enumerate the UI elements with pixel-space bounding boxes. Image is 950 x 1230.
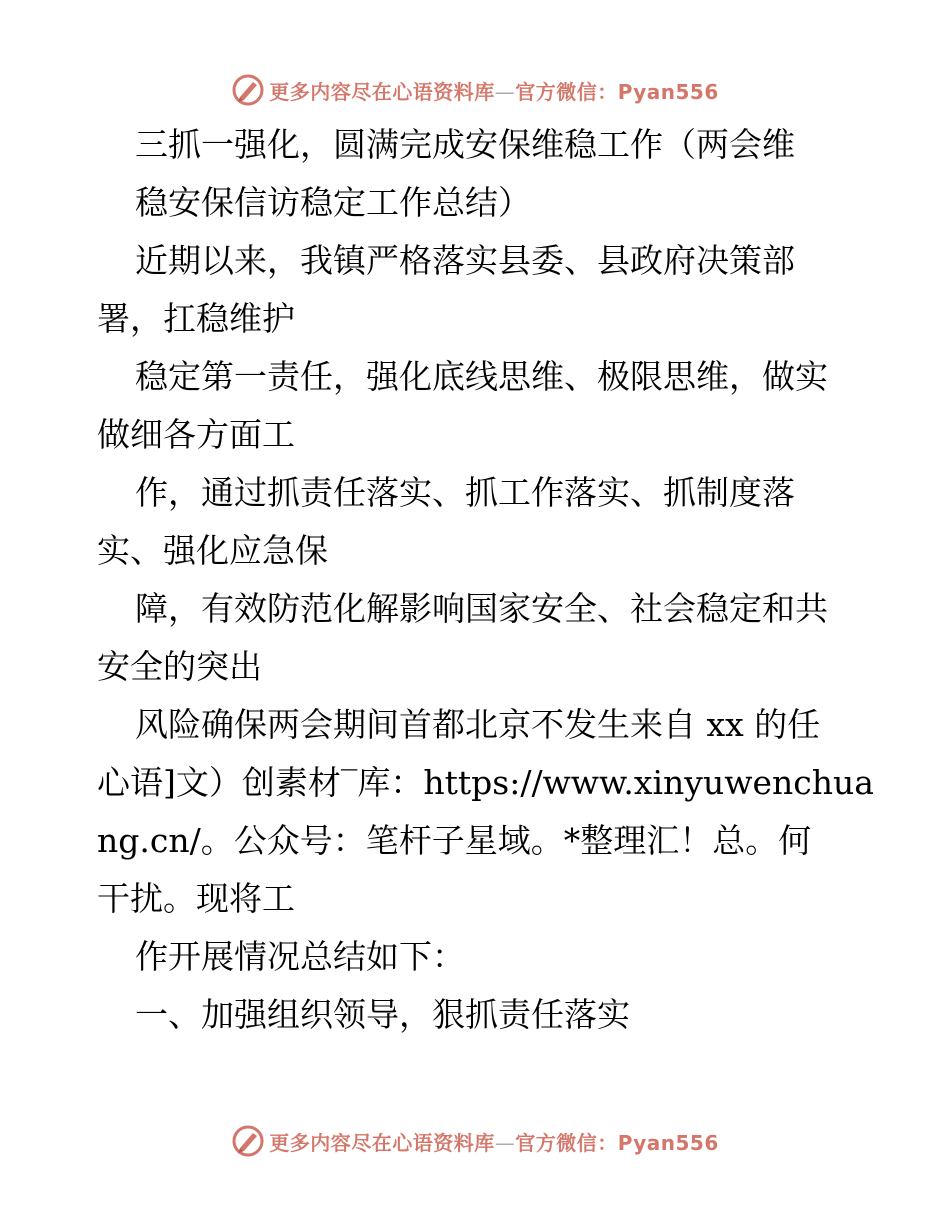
header-contact-text: 官方微信：Pyan556 xyxy=(515,79,719,104)
text-line: 三抓一强化，圆满完成安保维稳工作（两会维 xyxy=(135,125,795,164)
text-line: 近期以来，我镇严格落实县委、县政府决策部 xyxy=(135,241,795,280)
text-line: 一、加强组织领导，狠抓责任落实 xyxy=(135,995,630,1034)
text-line: 安全的突出 xyxy=(97,647,262,686)
text-line: 稳安保信访稳定工作总结） xyxy=(135,183,531,222)
footer-banner-text xyxy=(269,1127,719,1156)
text-line: 稳定第一责任，强化底线思维、极限思维，做实 xyxy=(135,357,828,396)
footer-dash: — xyxy=(494,1130,516,1155)
document-body xyxy=(97,116,874,1044)
header-banner xyxy=(0,70,950,110)
text-line: 署，扛稳维护 xyxy=(97,299,295,338)
footer-site-text: 更多内容尽在心语资料库 xyxy=(269,1130,495,1155)
header-dash: — xyxy=(494,79,516,104)
pen-logo-icon xyxy=(231,73,265,107)
text-line: 作开展情况总结如下： xyxy=(135,937,465,976)
text-line: 风险确保两会期间首都北京不发生来自 xx 的任 xyxy=(135,705,821,744)
text-line: 实、强化应急保 xyxy=(97,531,328,570)
text-line: 障，有效防范化解影响国家安全、社会稳定和共 xyxy=(135,589,828,628)
text-line: 干扰。现将工 xyxy=(97,879,295,918)
text-line: 心语]文）创素材‾库：https://www.xinyuwenchua xyxy=(97,763,874,802)
text-line: ng.cn/。公众号：笔杆子星域。*整理汇！总。何 xyxy=(97,821,812,860)
pen-logo-icon xyxy=(231,1124,265,1158)
header-banner-text xyxy=(269,76,719,105)
text-line: 作，通过抓责任落实、抓工作落实、抓制度落 xyxy=(135,473,795,512)
footer-banner xyxy=(0,1121,950,1161)
footer-contact-text: 官方微信：Pyan556 xyxy=(515,1130,719,1155)
text-line: 做细各方面工 xyxy=(97,415,295,454)
header-site-text: 更多内容尽在心语资料库 xyxy=(269,79,495,104)
